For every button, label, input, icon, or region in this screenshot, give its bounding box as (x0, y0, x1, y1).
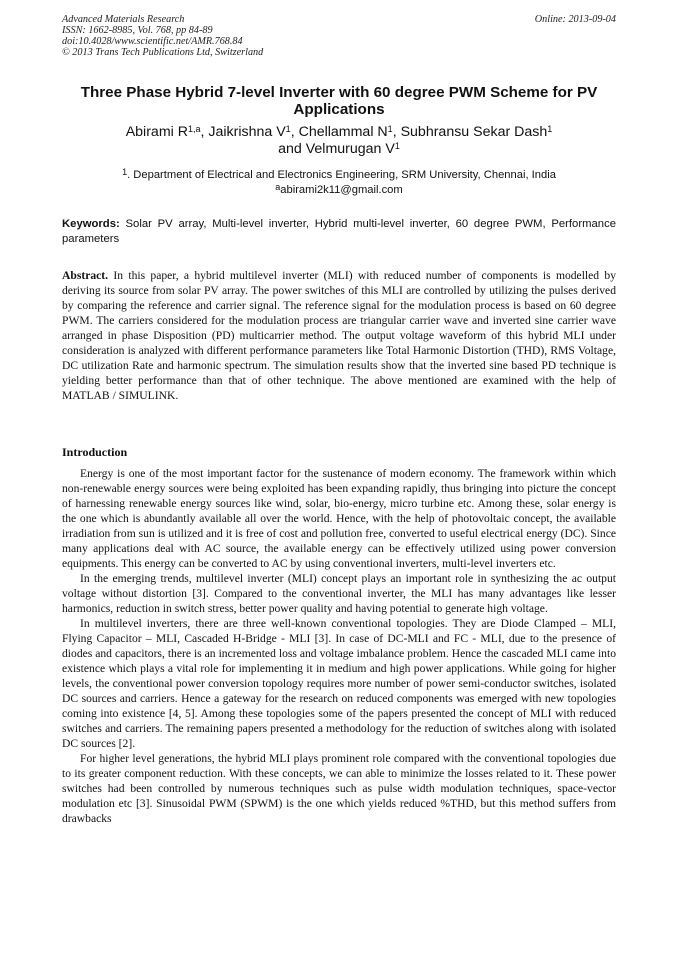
affiliation-block (40, 168, 638, 198)
author-name: Chellammal N (298, 124, 388, 140)
author-name: Jaikrishna V (208, 124, 286, 140)
author-name: Subhransu Sekar Dash (400, 124, 548, 140)
paragraph: In multilevel inverters, there are three well-known conventional topologies. They are Diode Clamped – MLI, Flying Capacitor – MLI, Cascaded H-Bridge - MLI [3]. In case of DC-MLI and FC - MLI, due to the presence of diodes and capacitors, there is an incremented loss and voltage imbalance problem. Hence the cascaded MLI came into existence which plays a vital role for implementing it in medium and high power applications. While going for higher levels, the conventional power conversion topology requires more number of power semi-conductor switches, isolated DC sources and carriers. Hence a gateway for the research on reduced components was emerged with new topologies coming into existence [4, 5]. Among these topologies some of the papers presented the concept of MLI with reduced switches and carriers. The remaining papers presented a methodology for the reduction of switches along with isolated DC sources [2]. (62, 617, 616, 750)
journal-header (62, 14, 616, 58)
abstract-label: Abstract. (62, 269, 109, 282)
introduction-body (62, 466, 616, 826)
author-affil-mark: 1 (387, 124, 393, 134)
paragraph: For higher level generations, the hybrid MLI plays prominent role compared with the conventional topologies due to its greater component reduction. With these concepts, we can able to minimize the losses related to it. These power switches had been controlled by numerous techniques such as pulse width modulation techniques, space-vector modulation etc [3]. Sinusoidal PWM (SPWM) is the one which yields reduced %THD, but this method suffers from drawbacks (62, 752, 616, 825)
author-affil-mark: 1,a (187, 124, 201, 134)
affiliation-mark: 1 (122, 167, 128, 177)
author-line-1: Abirami R$^{1,a}$, Jaikrishna $V^1$, Chellammal $N^1$, Subhransu Sekar Dash$^1$ (125, 124, 553, 140)
keywords-block (62, 217, 616, 247)
copyright-line: © 2013 Trans Tech Publications Ltd, Switzerland (62, 47, 264, 58)
author-name: and Velmurugan V (278, 141, 395, 157)
section-heading-introduction: Introduction (62, 445, 128, 459)
doi-line: doi:10.4028/www.scientific.net/AMR.768.84 (62, 36, 243, 47)
author-affil-mark: 1 (547, 124, 553, 134)
keywords-text: Solar PV array, Multi-level inverter, Hybrid multi-level inverter, 60 degree PWM, Performance parameters (62, 218, 617, 245)
online-date: Online: 2013-09-04 (534, 14, 616, 25)
email-mark: a (275, 182, 281, 192)
author-list (40, 124, 638, 158)
issn-line: ISSN: 1662-8985, Vol. 768, pp 84-89 (62, 25, 213, 36)
paragraph: In the emerging trends, multilevel inverter (MLI) concept plays an important role in synthesizing the ac output voltage without distortion [3]. Compared to the conventional inverter, the MLI has many advantages like lesser harmonics, reduction in switch stress, better power quality and having potential to generate high voltage. (62, 572, 616, 615)
author-affil-mark: 1 (285, 124, 291, 134)
email-line (40, 183, 638, 198)
journal-name: Advanced Materials Research (62, 14, 185, 25)
author-affil-mark: 1 (394, 141, 400, 151)
affiliation-text: . Department of Electrical and Electronics Engineering, SRM University, Chennai, India (127, 169, 556, 181)
affiliation-line (40, 168, 638, 183)
abstract-text: In this paper, a hybrid multilevel inverter (MLI) with reduced number of components is modelled by deriving its source from solar PV array. The power switches of this MLI are controlled by utilizing the pulses derived by comparing the reference and carrier signal. The reference signal for the modulation process is based on 60 degree PWM. The carriers considered for the modulation process are triangular carrier wave and inverted sine carrier wave arranged in phase Disposition (PD) multicarrier method. The output voltage waveform of this hybrid MLI under consideration is analyzed with different performance parameters like Total Harmonic Distortion (THD), RMS Voltage, DC utilization Rate and harmonic spectrum. The simulation results show that the inverted sine based PD technique is yielding better performance than that of other technique. The above mentioned are examined with the help of MATLAB / SIMULINK. (62, 269, 616, 402)
author-line-2 (40, 141, 638, 158)
abstract-block (62, 268, 616, 403)
paper-title: Three Phase Hybrid 7-level Inverter with 60 degree PWM Scheme for PV Applications (80, 84, 598, 118)
author-name: Abirami R (125, 124, 188, 140)
author-email: abirami2k11@gmail.com (280, 184, 403, 196)
keywords-label: Keywords: (62, 218, 120, 230)
paragraph: Energy is one of the most important factor for the sustenance of modern economy. The framework within which non-renewable energy sources were being exploited has been expanding rapidly, thus bringing into picture the concept of harnessing renewable energy sources like wind, solar, bio-energy, micro turbine etc. Among these, solar energy is the one which is abundantly available all over the world. Hence, with the help of photovoltaic concept, the available irradiation from sun is utilized and it is free of cost and pollution free, converted to useful electrical energy (DC). Since many applications deal with AC source, the available energy can be effectively utilized using power conversion equipments. This energy can be converted to AC by using conventional inverters, multi-level inverters etc. (62, 467, 616, 570)
